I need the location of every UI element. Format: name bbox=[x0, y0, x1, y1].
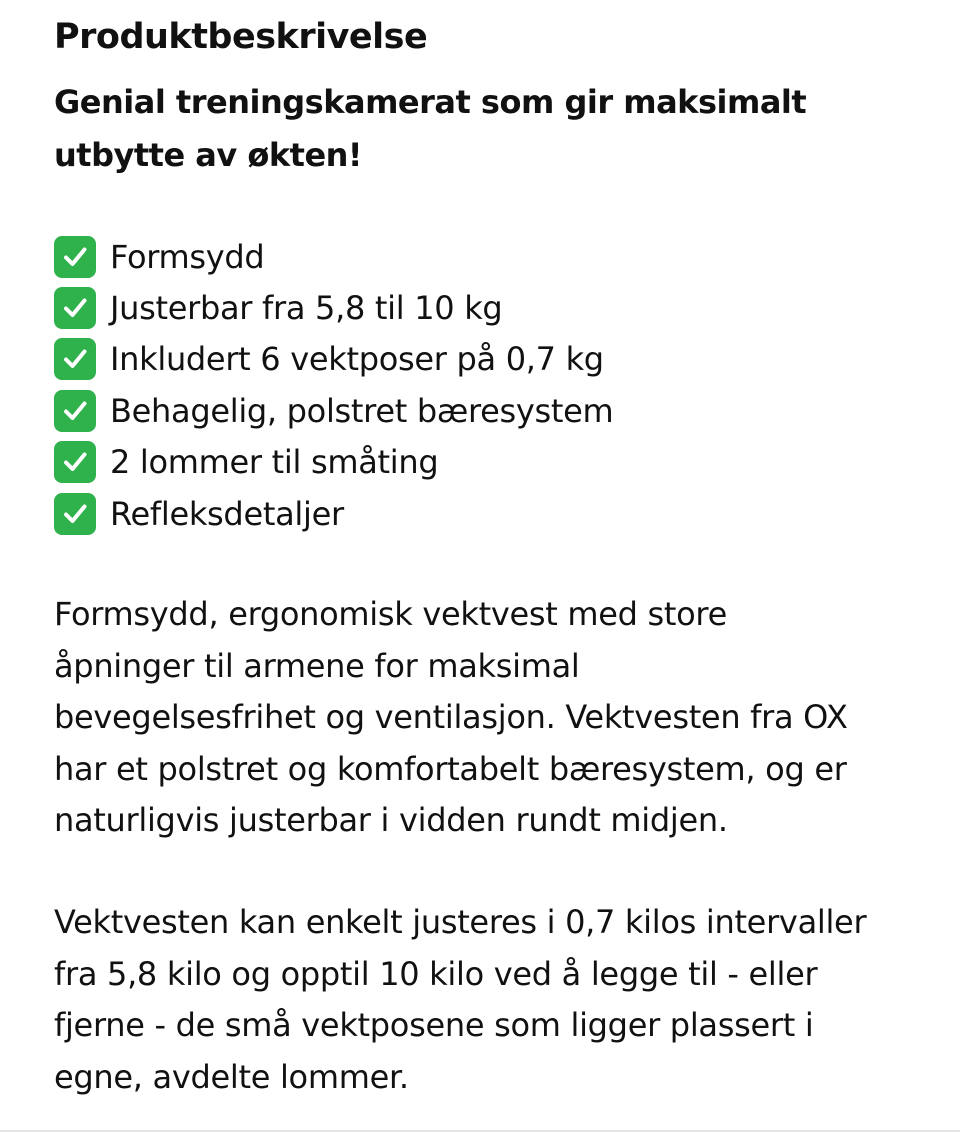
feature-label: 2 lommer til småting bbox=[110, 443, 439, 482]
paragraph-line: Formsydd, ergonomisk vektvest med store bbox=[54, 595, 727, 633]
check-mark-button-icon bbox=[54, 338, 96, 380]
feature-item bbox=[54, 282, 613, 333]
description-paragraph bbox=[54, 897, 934, 1103]
paragraph-line: åpninger til armene for maksimal bbox=[54, 646, 580, 685]
feature-item bbox=[54, 385, 613, 436]
headline-line: Genial treningskamerat som gir maksimalt bbox=[54, 83, 807, 121]
feature-label: Inkludert 6 vektposer på 0,7 kg bbox=[110, 340, 604, 379]
feature-label: Formsydd bbox=[110, 237, 265, 276]
feature-item bbox=[54, 231, 613, 282]
feature-item bbox=[54, 334, 613, 385]
feature-item bbox=[54, 488, 613, 539]
paragraph-line: naturligvis justerbar i vidden rundt midjen. bbox=[54, 801, 728, 839]
headline-line: utbytte av økten! bbox=[54, 136, 363, 174]
feature-label: Refleksdetaljer bbox=[110, 494, 344, 533]
check-mark-button-icon bbox=[54, 390, 96, 432]
paragraph-line: har et polstret og komfortabelt bæresystem, og er bbox=[54, 749, 847, 788]
product-headline bbox=[54, 76, 914, 182]
paragraph-line: fjerne - de små vektposene som ligger plassert i bbox=[54, 1006, 814, 1044]
section-title: Produktbeskrivelse bbox=[54, 17, 428, 57]
paragraph-line: Vektvesten kan enkelt justeres i 0,7 kilos intervaller bbox=[54, 903, 867, 941]
check-mark-button-icon bbox=[54, 287, 96, 329]
description-paragraph bbox=[54, 589, 934, 847]
feature-list bbox=[54, 231, 613, 539]
check-mark-button-icon bbox=[54, 236, 96, 278]
paragraph-line: egne, avdelte lommer. bbox=[54, 1057, 409, 1096]
check-mark-button-icon bbox=[54, 441, 96, 483]
paragraph-line: fra 5,8 kilo og opptil 10 kilo ved å legge til - eller bbox=[54, 954, 818, 993]
check-mark-button-icon bbox=[54, 493, 96, 535]
feature-item bbox=[54, 437, 613, 488]
paragraph-line: bevegelsesfrihet og ventilasjon. Vektvesten fra OX bbox=[54, 698, 848, 736]
feature-label: Justerbar fra 5,8 til 10 kg bbox=[110, 289, 503, 328]
feature-label: Behagelig, polstret bæresystem bbox=[110, 391, 614, 430]
